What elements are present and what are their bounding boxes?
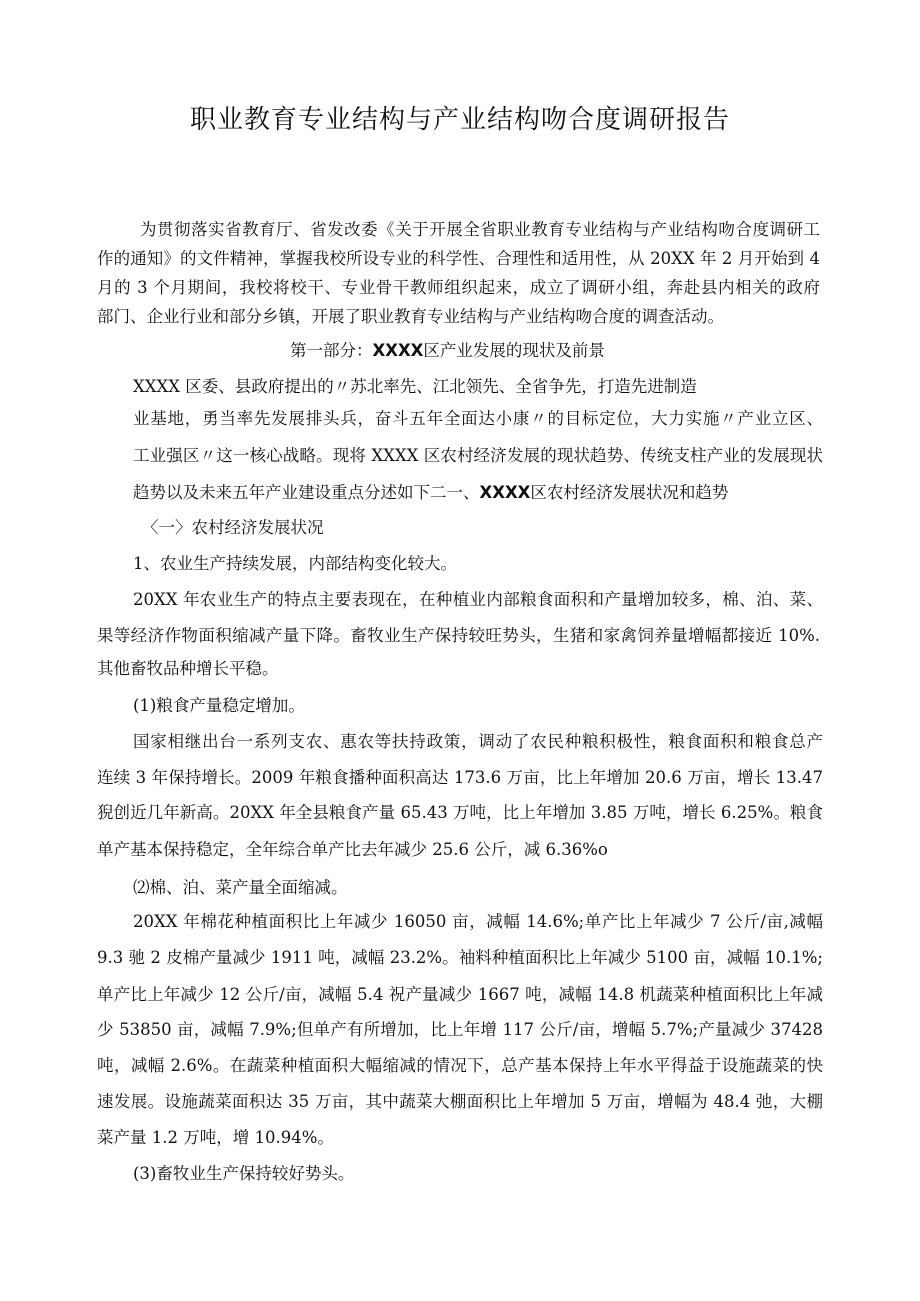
item1-line: 果等经济作物面积缩减产量下降。畜牧业生产保持较旺势头，生猪和家禽饲养量增幅都接近 10%. [97, 626, 820, 645]
part1-line: 业基地，勇当率先发展排头兵，奋斗五年全面达小康〃的目标定位，大力实施〃产业立区、 [133, 409, 823, 428]
part1-heading-region: XXXX [372, 341, 424, 360]
part1-line: 工业强区〃这一核心战略。现将 XXXX 区农村经济发展的现状趋势、传统支柱产业的发展现状 [133, 446, 823, 465]
item1-line: 20XX 年农业生产的特点主要表现在，在种植业内部粮食面积和产量增加较多，棉、泊、菜、 [133, 590, 823, 609]
sub-heading: (3)畜牧业生产保持较好势头。 [133, 1164, 355, 1183]
part1-last-text: 趋势以及未来五年产业建设重点分述如下二一、 [133, 483, 480, 502]
sub2-line: 单产比上年减少 12 公斤/亩，减幅 5.4 祝产量减少 1667 吨，减幅 14.8 机蔬菜种植面积比上年减 [97, 985, 823, 1004]
part1-last-region: XXXX [479, 483, 531, 502]
sub2-line: 速发展。设施蔬菜面积达 35 万亩，其中蔬菜大棚面积比上年增加 5 万亩，增幅为 48.4 弛，大棚 [97, 1092, 823, 1111]
part1-heading [290, 339, 605, 363]
item-heading: 1、农业生产持续发展，内部结构变化较大。 [133, 554, 457, 573]
intro-line: 为贯彻落实省教育厅、省发改委《关于开展全省职业教育专业结构与产业结构吻合度调研工 [140, 220, 820, 239]
item1-line: 其他畜牧品种增长平稳。 [97, 659, 279, 678]
sub1-line: 单产基本保持稳定，全年综合单产比去年减少 25.6 公斤，减 6.36%o [97, 840, 608, 859]
intro-line: 作的通知》的文件精神，掌握我校所设专业的科学性、合理性和适用性，从 20XX 年 2 月开始到 4 [97, 249, 820, 268]
part1-last-suffix: 区农村经济发展状况和趋势 [530, 483, 729, 502]
sub2-line: 菜产量 1.2 万吨，增 10.94%。 [97, 1128, 334, 1147]
intro-line: 月的 3 个月期间，我校将校干、专业骨干教师组织起来，成立了调研小组，奔赴县内相关的政府 [97, 278, 820, 297]
sub2-line: 20XX 年棉花种植面积比上年减少 16050 亩，减幅 14.6%;单产比上年减少 7 公斤/亩,减幅 [133, 912, 823, 931]
sub1-line: 连续 3 年保持增长。2009 年粮食播种面积高达 173.6 万亩，比上年增加 20.6 万亩，增长 13.47 [97, 768, 823, 787]
part1-line: XXXX 区委、县政府提出的〃苏北率先、江北领先、全省争先，打造先进制造 [133, 377, 697, 396]
sub-heading: ⑵棉、泊、菜产量全面缩减。 [133, 878, 348, 897]
part1-heading-prefix: 第一部分： [290, 341, 373, 360]
sub2-line: 吨，减幅 2.6%。在蔬菜种植面积大幅缩减的情况下，总产基本保持上年水平得益于设施蔬菜的快 [97, 1056, 823, 1075]
sub2-line: 9.3 驰 2 皮棉产量减少 1911 吨，减幅 23.2%。袖料种植面积比上年减少 5100 亩，减幅 10.1%; [97, 948, 823, 967]
sub1-line: 国家相继出台一系列支农、惠农等扶持政策，调动了农民种粮积极性，粮食面积和粮食总产 [133, 732, 823, 751]
part1-last-line [133, 481, 728, 505]
section-heading: 〈一〉农村经济发展状况 [142, 518, 324, 537]
part1-heading-suffix: 区产业发展的现状及前景 [423, 341, 605, 360]
intro-line: 部门、企业行业和部分乡镇，开展了职业教育专业结构与产业结构吻合度的调查活动。 [97, 307, 724, 326]
document-title: 职业教育专业结构与产业结构吻合度调研报告 [189, 105, 730, 135]
sub1-line: 猊创近几年新高。20XX 年全县粮食产量 65.43 万吨，比上年增加 3.85 万吨，增长 6.25%。粮食 [97, 803, 823, 822]
sub2-line: 少 53850 亩，减幅 7.9%;但单产有所增加，比上年增 117 公斤/亩，增幅 5.7%;产量减少 37428 [97, 1020, 823, 1039]
sub-heading: (1)粮食产量稳定增加。 [133, 696, 305, 715]
